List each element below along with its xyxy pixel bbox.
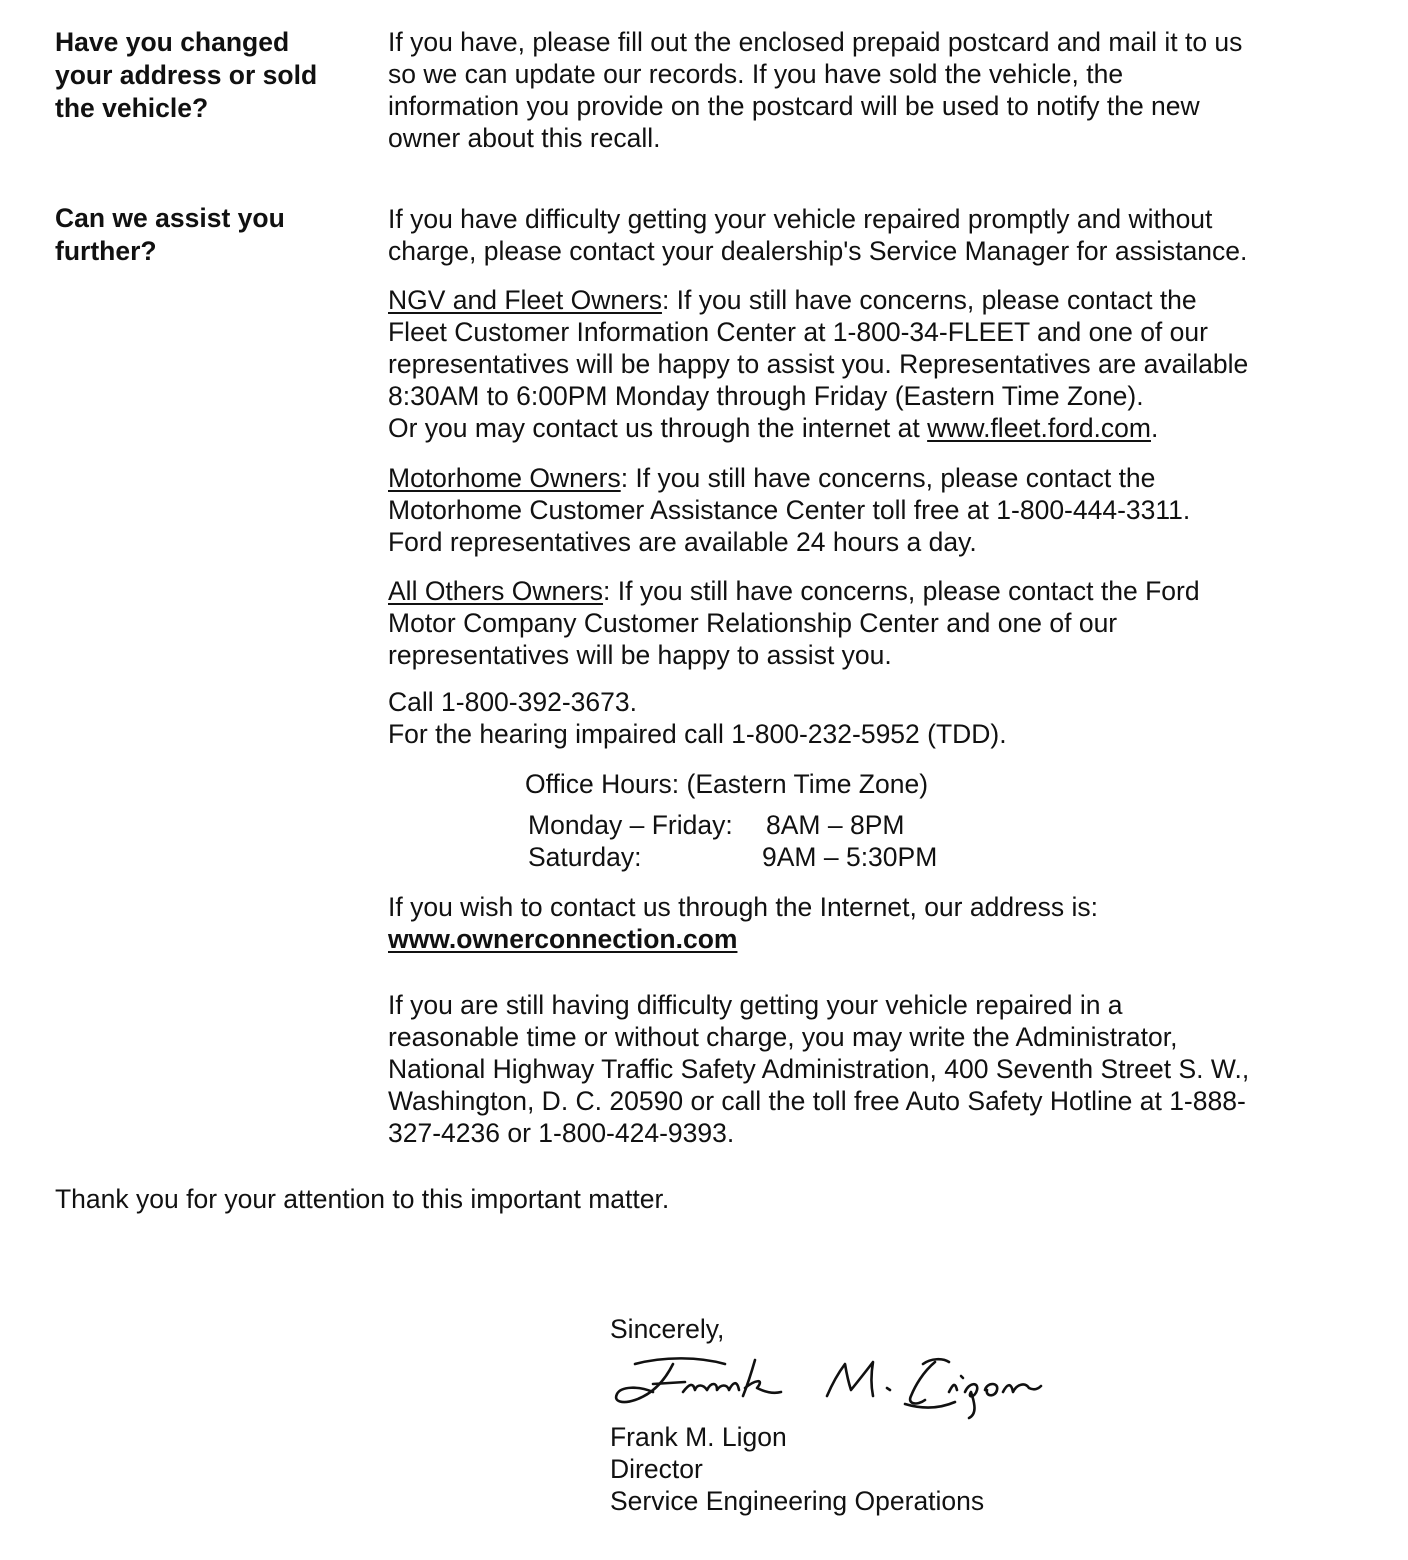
internet-paragraph xyxy=(388,891,1098,955)
paragraph-line: 8:30AM to 6:00PM Monday through Friday (Eastern Time Zone). xyxy=(388,381,1144,411)
question-line: Have you changed xyxy=(55,27,290,57)
question-line: the vehicle? xyxy=(55,93,209,123)
paragraph-line: For the hearing impaired call 1-800-232-5952 (TDD). xyxy=(388,719,1007,749)
paragraph-line: 327-4236 or 1-800-424-9393. xyxy=(388,1118,735,1148)
question-assist xyxy=(55,202,285,268)
signature-block xyxy=(610,1421,984,1517)
question-address-change xyxy=(55,26,317,125)
paragraph-line: National Highway Traffic Safety Administration, 400 Seventh Street S. W., xyxy=(388,1054,1250,1084)
paragraph-line: representatives will be happy to assist you. xyxy=(388,640,892,670)
paragraph-line: Motorhome Owners: If you still have concerns, please contact the xyxy=(388,463,1156,493)
office-hours-row xyxy=(528,809,937,841)
paragraph-line: charge, please contact your dealership's Service Manager for assistance. xyxy=(388,236,1248,266)
dealer-assistance-paragraph xyxy=(388,203,1247,267)
question-line: further? xyxy=(55,236,157,266)
salutation: Sincerely, xyxy=(610,1314,725,1344)
paragraph-line: Or you may contact us through the internet at www.fleet.ford.com. xyxy=(388,413,1159,443)
office-hours-table xyxy=(528,809,937,873)
answer-address-change xyxy=(388,26,1242,154)
paragraph-line: Motor Company Customer Relationship Center and one of our xyxy=(388,608,1118,638)
paragraph-line: If you have difficulty getting your vehicle repaired promptly and without xyxy=(388,204,1213,234)
paragraph-line: Motorhome Customer Assistance Center toll free at 1-800-444-3311. xyxy=(388,495,1191,525)
nhtsa-paragraph xyxy=(388,989,1249,1149)
answer-line: If you have, please fill out the enclosed prepaid postcard and mail it to us xyxy=(388,27,1243,57)
thank-you-line: Thank you for your attention to this important matter. xyxy=(55,1184,670,1214)
ownerconnection-link[interactable]: www.ownerconnection.com xyxy=(388,924,738,954)
question-line: your address or sold xyxy=(55,60,318,90)
paragraph-line: reasonable time or without charge, you may write the Administrator, xyxy=(388,1022,1178,1052)
office-hours-day: Monday – Friday: xyxy=(528,810,733,840)
paragraph-line xyxy=(388,923,1098,955)
signer-name: Frank M. Ligon xyxy=(610,1422,787,1452)
motorhome-paragraph xyxy=(388,462,1190,558)
ngv-fleet-heading: NGV and Fleet Owners xyxy=(388,285,662,315)
phone-paragraph xyxy=(388,686,1007,750)
others-heading: All Others Owners xyxy=(388,576,604,606)
office-hours-time: 9AM – 5:30PM xyxy=(762,842,938,872)
answer-line: so we can update our records. If you have sold the vehicle, the xyxy=(388,59,1124,89)
handwritten-signature xyxy=(605,1352,1055,1424)
signer-department: Service Engineering Operations xyxy=(610,1486,985,1516)
paragraph-line: representatives will be happy to assist you. Representatives are available xyxy=(388,349,1249,379)
answer-line: owner about this recall. xyxy=(388,123,661,153)
office-hours-row xyxy=(528,841,937,873)
signer-title: Director xyxy=(610,1454,703,1484)
others-paragraph xyxy=(388,575,1200,671)
office-hours-time: 8AM – 8PM xyxy=(766,810,905,840)
office-hours-title: Office Hours: (Eastern Time Zone) xyxy=(525,769,929,799)
office-hours-day: Saturday: xyxy=(528,842,642,872)
answer-line: information you provide on the postcard will be used to notify the new xyxy=(388,91,1200,121)
paragraph-line: NGV and Fleet Owners: If you still have concerns, please contact the xyxy=(388,285,1197,315)
motorhome-heading: Motorhome Owners xyxy=(388,463,621,493)
paragraph-line: Fleet Customer Information Center at 1-800-34-FLEET and one of our xyxy=(388,317,1208,347)
paragraph-line: If you wish to contact us through the Internet, our address is: xyxy=(388,892,1099,922)
paragraph-line: Washington, D. C. 20590 or call the toll free Auto Safety Hotline at 1-888- xyxy=(388,1086,1246,1116)
paragraph-line: Call 1-800-392-3673. xyxy=(388,687,637,717)
ngv-fleet-paragraph xyxy=(388,284,1248,444)
fleet-ford-link[interactable]: www.fleet.ford.com xyxy=(927,413,1151,443)
paragraph-line: If you are still having difficulty getting your vehicle repaired in a xyxy=(388,990,1123,1020)
question-line: Can we assist you xyxy=(55,203,285,233)
paragraph-line: All Others Owners: If you still have concerns, please contact the Ford xyxy=(388,576,1200,606)
paragraph-line: Ford representatives are available 24 hours a day. xyxy=(388,527,977,557)
